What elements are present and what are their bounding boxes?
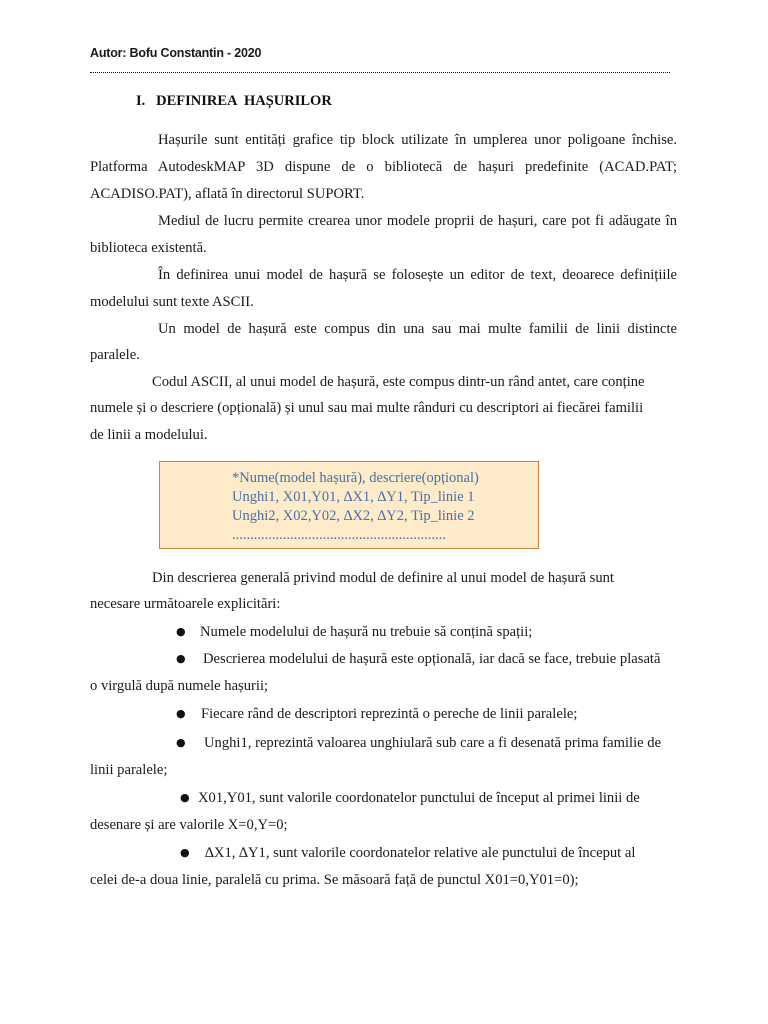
paragraph-line: Platforma AutodeskMAP 3D dispune de o bibliotecă de hașuri predefinite (ACAD.PAT; <box>90 159 677 175</box>
paragraph-line: de linii a modelului. <box>90 427 208 443</box>
bullet-item: Unghi1, reprezintă valoarea unghiulară sub care a fi desenată prima familie de <box>204 735 662 751</box>
bullet-item-cont: celei de-a doua linie, paralelă cu prima. Se măsoară față de punctul X01=0,Y01=0); <box>90 872 579 888</box>
bullet-icon: ● <box>176 707 186 720</box>
bullet-item-cont: linii paralele; <box>90 762 168 778</box>
paragraph-line: necesare următoarele explicitări: <box>90 596 281 612</box>
paragraph-line: În definirea unui model de hașură se folosește un editor de text, deoarece definițiile <box>158 267 677 283</box>
bullet-icon: ● <box>176 625 186 638</box>
paragraph-line: modelului sunt texte ASCII. <box>90 294 254 310</box>
paragraph-line: Hașurile sunt entități grafice tip block utilizate în umplerea unor poligoane închise. <box>158 132 677 148</box>
code-line: Unghi2, X02,Y02, ∆X2, ∆Y2, Tip_linie 2 <box>232 508 475 524</box>
bullet-icon: ● <box>180 846 190 859</box>
hatch-definition-box <box>159 461 539 549</box>
bullet-item-cont: o virgulă după numele hașurii; <box>90 678 269 694</box>
code-line: Unghi1, X01,Y01, ∆X1, ∆Y1, Tip_linie 1 <box>232 489 475 505</box>
bullet-item: X01,Y01, sunt valorile coordonatelor punctului de început al primei linii de <box>198 790 640 806</box>
paragraph-line: numele și o descriere (opțională) și unul sau mai multe rânduri cu descriptori ai fiecărei familii <box>90 400 644 416</box>
dotted-separator <box>90 72 670 73</box>
author-header: Autor: Bofu Constantin - 2020 <box>90 46 262 60</box>
bullet-item: Descrierea modelului de hașură este opțională, iar dacă se face, trebuie plasată <box>203 651 661 667</box>
bullet-icon: ● <box>180 791 190 804</box>
paragraph-line: Un model de hașură este compus din una sau mai multe familii de linii distincte <box>158 321 677 337</box>
paragraph-line: Mediul de lucru permite crearea unor modele proprii de hașuri, care pot fi adăugate în <box>158 213 677 229</box>
bullet-item-cont: desenare și are valorile X=0,Y=0; <box>90 817 288 833</box>
paragraph-line: ACADISO.PAT), aflată în directorul SUPORT. <box>90 186 365 202</box>
bullet-item: Numele modelului de hașură nu trebuie să conțină spații; <box>200 624 533 640</box>
bullet-item: ∆X1, ∆Y1, sunt valorile coordonatelor relative ale punctului de început al <box>205 845 636 861</box>
bullet-icon: ● <box>176 736 186 749</box>
bullet-item: Fiecare rând de descriptori reprezintă o pereche de linii paralele; <box>201 706 578 722</box>
section-title: I. DEFINIREA HAȘURILOR <box>136 93 332 109</box>
paragraph-line: paralele. <box>90 347 140 363</box>
paragraph-line: Din descrierea generală privind modul de definire al unui model de hașură sunt <box>152 570 614 586</box>
paragraph-line: Codul ASCII, al unui model de hașură, este compus dintr-un rând antet, care conține <box>152 374 645 390</box>
paragraph-line: biblioteca existentă. <box>90 240 207 256</box>
code-line: ........................................................... <box>232 527 446 543</box>
bullet-icon: ● <box>176 652 186 665</box>
code-line: *Nume(model hașură), descriere(opțional) <box>232 470 479 486</box>
